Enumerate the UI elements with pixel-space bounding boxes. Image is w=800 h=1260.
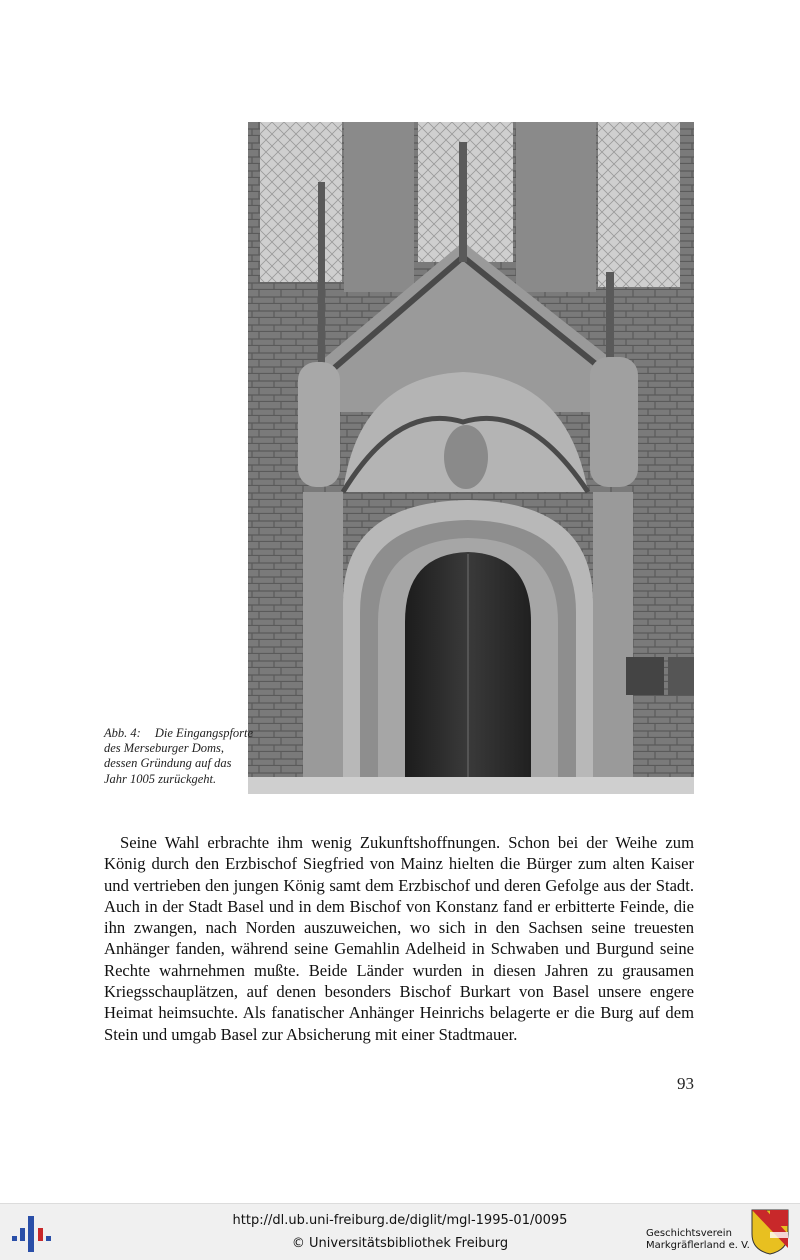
org-name-line2: Markgräflerland e. V.	[646, 1240, 750, 1251]
source-url-link[interactable]: http://dl.ub.uni-freiburg.de/diglit/mgl-1995-01/0095	[232, 1213, 568, 1228]
footer-bar	[0, 1203, 800, 1260]
body-paragraph: Seine Wahl erbrachte ihm wenig Zukunftshoffnungen. Schon bei der Weihe zum König durch den Erzbischof Siegfried von Mainz hielten die Bürger zum alten Kaiser und vertrieben den jungen König samt dem Erzbischof und deren Gefolge aus der Stadt. Auch in der Stadt Basel und in dem Bischof von Konstanz fand er erbitterte Feinde, die ihn zwangen, nach Norden auszuweichen, wo sich in den Sachsen seine treuesten Anhänger fanden, während seine Gemahlin Adelheid in Schwaben und Burgund seine Rechte wahrnehmen mußte. Beide Länder wurden in diesen Jahren zu grausamen Kriegsschauplätzen, auf denen besonders Bischof Burkart von Basel unsere engere Heimat heimsuchte. Als fanatischer Anhänger Heinrichs belagerte er die Burg auf dem Stein und umgab Basel zur Absicherung mit einer Stadtmauer.	[104, 833, 694, 1044]
org-name	[646, 1228, 750, 1252]
org-name-line1: Geschichtsverein	[646, 1228, 732, 1239]
copyright-text: © Universitätsbibliothek Freiburg	[291, 1236, 509, 1251]
page-number: 93	[677, 1074, 694, 1093]
body-text	[104, 832, 694, 1045]
figure-caption	[104, 726, 254, 787]
coat-of-arms-icon	[750, 1208, 790, 1256]
caption-label: Abb. 4:	[104, 726, 141, 740]
portal-photograph	[248, 122, 694, 794]
caption-text: Die Eingangspforte des Merseburger Doms, dessen Gründung auf das Jahr 1005 zurückgeht.	[104, 726, 254, 786]
